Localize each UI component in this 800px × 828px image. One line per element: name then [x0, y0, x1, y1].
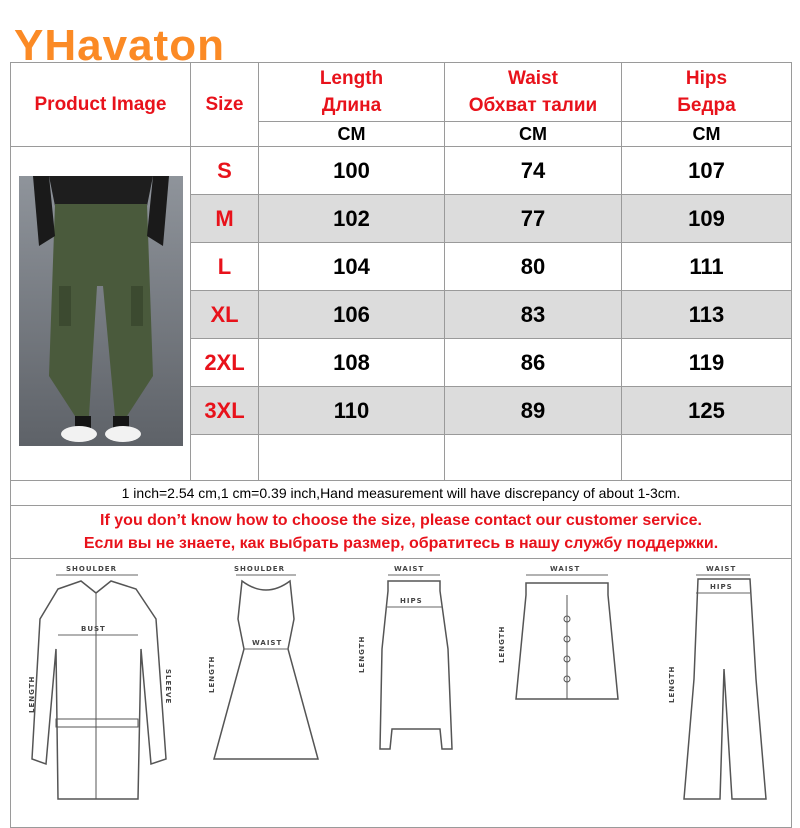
warning-en: If you don’t know how to choose the size, please contact our customer service. — [100, 512, 702, 529]
length-cell: 100 — [259, 147, 445, 195]
length-header-en: Length — [319, 68, 384, 89]
size-cell: XL — [191, 291, 259, 339]
note-row — [11, 481, 792, 506]
waist-header-en: Waist — [508, 68, 558, 89]
waist-unit: CM — [445, 122, 622, 147]
empty-cell — [622, 435, 792, 481]
waist-header — [445, 63, 622, 122]
length-label-3: LENGTH — [358, 635, 366, 673]
size-cell: S — [191, 147, 259, 195]
pants-diagram — [666, 559, 776, 819]
length-label-2: LENGTH — [208, 655, 216, 693]
waist-label-2: WAIST — [252, 639, 283, 647]
diagram-row — [11, 559, 792, 828]
shoulder-label-2: SHOULDER — [234, 565, 285, 573]
shoulder-label: SHOULDER — [66, 565, 117, 573]
hips-cell: 111 — [622, 243, 792, 291]
hips-cell: 119 — [622, 339, 792, 387]
hips-unit: CM — [622, 122, 792, 147]
waist-header-ru: Обхват талии — [468, 95, 598, 116]
size-header: Size — [191, 63, 259, 147]
size-cell: 2XL — [191, 339, 259, 387]
length-label-4: LENGTH — [498, 625, 506, 663]
hips-label-5: HIPS — [710, 583, 733, 591]
skirt-diagram — [356, 559, 466, 819]
hips-cell: 113 — [622, 291, 792, 339]
hips-cell: 107 — [622, 147, 792, 195]
table-row — [11, 147, 792, 195]
empty-cell — [191, 435, 259, 481]
length-unit: CM — [259, 122, 445, 147]
product-image-header: Product Image — [11, 63, 191, 147]
product-image — [11, 147, 191, 481]
length-cell: 106 — [259, 291, 445, 339]
waist-cell: 74 — [445, 147, 622, 195]
waist-label-4: WAIST — [550, 565, 581, 573]
length-cell: 110 — [259, 387, 445, 435]
sleeve-label: SLEEVE — [164, 669, 172, 705]
waist-cell: 86 — [445, 339, 622, 387]
contact-warning — [11, 506, 792, 559]
length-header-ru: Длина — [321, 95, 382, 116]
waist-label-3: WAIST — [394, 565, 425, 573]
waist-cell: 80 — [445, 243, 622, 291]
warning-ru: Если вы не знаете, как выбрать размер, обратитесь в нашу службу поддержки. — [83, 535, 719, 552]
dress-diagram — [206, 559, 326, 819]
waist-cell: 83 — [445, 291, 622, 339]
hips-cell: 125 — [622, 387, 792, 435]
hips-header-ru: Бедра — [677, 95, 736, 116]
length-cell: 108 — [259, 339, 445, 387]
hips-cell: 109 — [622, 195, 792, 243]
size-chart-table — [10, 62, 792, 828]
hips-label-3: HIPS — [400, 597, 423, 605]
empty-cell — [445, 435, 622, 481]
hips-header — [622, 63, 792, 122]
length-label: LENGTH — [28, 675, 36, 713]
length-header — [259, 63, 445, 122]
hips-header-en: Hips — [685, 68, 728, 89]
size-cell: 3XL — [191, 387, 259, 435]
size-cell: L — [191, 243, 259, 291]
jacket-diagram — [26, 559, 176, 819]
header-row — [11, 63, 792, 122]
length-cell: 104 — [259, 243, 445, 291]
measurement-diagrams — [11, 559, 792, 828]
waist-label-5: WAIST — [706, 565, 737, 573]
length-label-5: LENGTH — [668, 665, 676, 703]
length-cell: 102 — [259, 195, 445, 243]
measurement-note: 1 inch=2.54 cm,1 cm=0.39 inch,Hand measurement will have discrepancy of about 1-3cm. — [11, 481, 792, 506]
empty-cell — [259, 435, 445, 481]
bust-label: BUST — [81, 625, 106, 633]
size-cell: M — [191, 195, 259, 243]
waist-cell: 77 — [445, 195, 622, 243]
shorts-diagram — [496, 559, 636, 819]
waist-cell: 89 — [445, 387, 622, 435]
pants-photo-illustration — [19, 176, 183, 446]
brand-logo: YHavaton — [14, 21, 225, 70]
warning-row — [11, 506, 792, 559]
